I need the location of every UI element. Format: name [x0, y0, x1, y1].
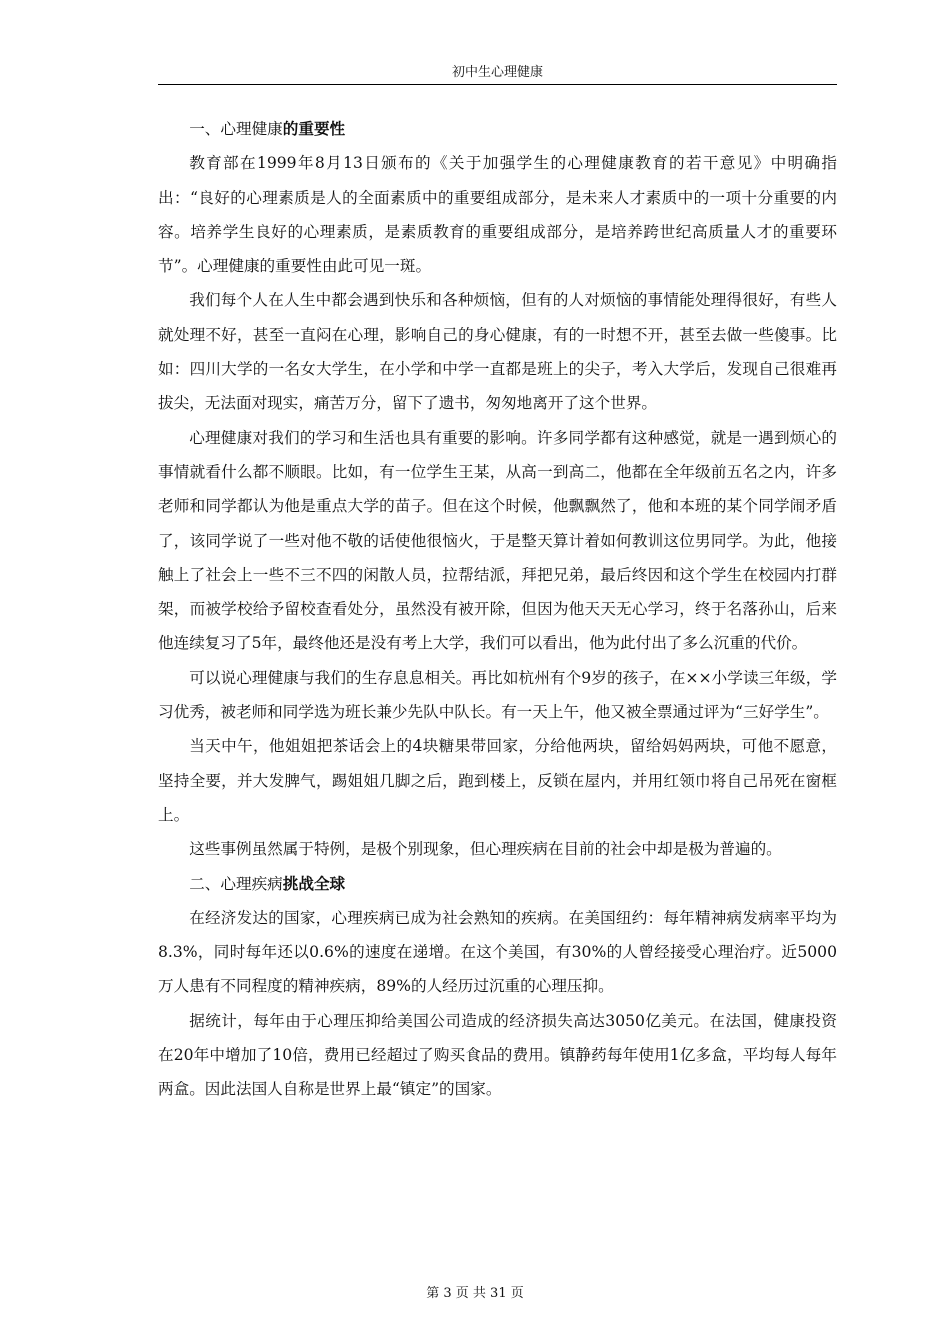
paragraph: 可以说心理健康与我们的生存息息相关。再比如杭州有个9岁的孩子，在××小学读三年级，学习优秀，被老师和同学选为班长兼少先队中队长。有一天上午，他又被全票通过评为“三好学生”。 [158, 668, 837, 722]
paragraph: 教育部在1999年8月13日颁布的《关于加强学生的心理健康教育的若干意见》中明确指出：“良好的心理素质是人的全面素质中的重要组成部分，是未来人才素质中的一项十分重要的内容。培养学生良好的心理素质，是素质教育的重要组成部分，是培养跨世纪高质量人才的重要环节”。心理健康的重要性由此可见一斑。 [158, 154, 837, 276]
page-header [158, 64, 837, 85]
paragraph: 心理健康对我们的学习和生活也具有重要的影响。许多同学都有这种感觉，就是一遇到烦心的事情就看什么都不顺眼。比如，有一位学生王某，从高一到高二，他都在全年级前五名之内，许多老师和同学都认为他是重点大学的苗子。但在这个时候，他飘飘然了，他和本班的某个同学闹矛盾了，该同学说了一些对他不敬的话使他很恼火，于是整天算计着如何教训这位男同学。为此，他接触上了社会上一些不三不四的闲散人员，拉帮结派，拜把兄弟，最后终因和这个学生在校园内打群架，而被学校给予留校查看处分，虽然没有被开除，但因为他天天无心学习，终于名落孙山，后来他连续复习了5年，最终他还是没有考上大学，我们可以看出，他为此付出了多么沉重的代价。 [158, 428, 837, 653]
header-title: 初中生心理健康 [451, 65, 543, 80]
section-heading-1-prefix: 一、心理健康 [189, 120, 283, 138]
paragraph: 当天中午，他姐姐把茶话会上的4块糖果带回家，分给他两块，留给妈妈两块，可他不愿意，坚持全要，并大发脾气，踢姐姐几脚之后，跑到楼上，反锁在屋内，并用红领巾将自己吊死在窗框上。 [158, 737, 837, 824]
paragraph: 我们每个人在人生中都会遇到快乐和各种烦恼，但有的人对烦恼的事情能处理得很好，有些人就处理不好，甚至一直闷在心理，影响自己的身心健康，有的一时想不开，甚至去做一些傻事。比如：四川大学的一名女大学生，在小学和中学一直都是班上的尖子，考入大学后，发现自己很难再拔尖，无法面对现实，痛苦万分，留下了遗书，匆匆地离开了这个世界。 [158, 291, 837, 413]
page-footer [0, 1282, 950, 1301]
section-heading-2-bold: 挑战全球 [282, 874, 346, 893]
page-number: 第 3 页 共 31 页 [426, 1286, 524, 1301]
section-heading-2 [158, 867, 837, 901]
section-heading-1 [158, 112, 837, 146]
section-heading-2-prefix: 二、心理疾病 [189, 874, 283, 893]
paragraph: 这些事例虽然属于特例，是极个别现象，但心理疾病在目前的社会中却是极为普遍的。 [189, 840, 782, 859]
paragraph: 据统计，每年由于心理压抑给美国公司造成的经济损失高达3050亿美元。在法国，健康投资在20年中增加了10倍，费用已经超过了购买食品的费用。镇静药每年使用1亿多盒，平均每人每年两盒。因此法国人自称是世界上最“镇定”的国家。 [158, 1011, 837, 1099]
paragraph: 在经济发达的国家，心理疾病已成为社会熟知的疾病。在美国纽约：每年精神病发病率平均为8.3%，同时每年还以0.6%的速度在递增。在这个美国，有30%的人曾经接受心理治疗。近5000万人患有不同程度的精神疾病，89%的人经历过沉重的心理压抑。 [158, 908, 837, 996]
section-heading-1-bold: 的重要性 [282, 120, 346, 138]
document-body [158, 112, 837, 1107]
